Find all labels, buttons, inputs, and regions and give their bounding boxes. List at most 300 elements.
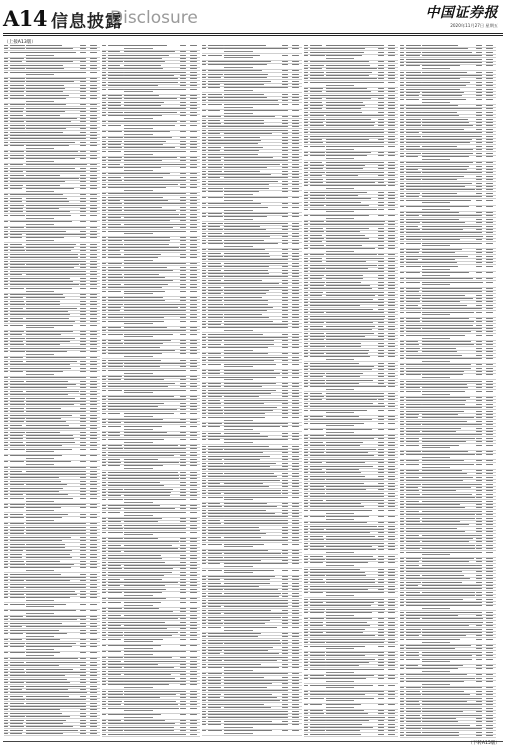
cell-text-line	[80, 438, 86, 439]
cell-text-line	[10, 672, 25, 673]
cell-text-line	[292, 373, 299, 374]
cell-text-line	[10, 151, 24, 152]
cell-text-line	[292, 171, 299, 172]
cell-text-line	[388, 215, 395, 216]
cell-text-line	[378, 288, 384, 289]
cell-text-line	[102, 734, 106, 735]
cell-text-line	[282, 497, 288, 498]
cell-text-line	[180, 340, 186, 341]
cell-text-line	[190, 105, 197, 106]
cell-text-line	[292, 259, 299, 260]
cell-text-line	[26, 104, 66, 105]
cell-text-line	[10, 308, 23, 309]
cell-text-line	[208, 583, 221, 584]
cell-text-line	[388, 445, 395, 446]
cell-text-line	[90, 311, 97, 312]
cell-text-line	[26, 205, 81, 206]
cell-text-line	[102, 224, 106, 225]
cell-text-line	[282, 664, 288, 665]
cell-text-line	[202, 213, 206, 214]
cell-text-line	[190, 419, 197, 420]
cell-text-line	[326, 302, 382, 303]
cell-text-line	[310, 95, 327, 96]
cell-text-line	[326, 662, 369, 663]
cell-text-line	[378, 685, 384, 686]
cell-text-line	[108, 432, 120, 433]
cell-text-line	[476, 266, 482, 267]
cell-text-line	[26, 679, 67, 680]
cell-text-line	[10, 158, 24, 159]
cell-text-line	[310, 622, 323, 623]
cell-text-line	[80, 494, 86, 495]
cell-text-line	[180, 734, 186, 735]
cell-text-line	[310, 393, 322, 394]
cell-text-line	[406, 122, 421, 123]
cell-text-line	[378, 396, 384, 397]
cell-text-line	[26, 357, 80, 358]
cell-text-line	[90, 178, 97, 179]
cell-text-line	[378, 589, 384, 590]
cell-text-line	[26, 658, 78, 659]
cell-text-line	[476, 183, 482, 184]
cell-text-line	[90, 709, 97, 710]
cell-text-line	[422, 338, 450, 339]
cell-text-line	[282, 459, 288, 460]
cell-text-line	[208, 344, 221, 345]
cell-text-line	[224, 439, 286, 440]
cell-text-line	[180, 82, 186, 83]
cell-text-line	[26, 639, 60, 640]
cell-text-line	[90, 733, 97, 734]
cell-text-line	[202, 506, 206, 507]
cell-text-line	[202, 317, 206, 318]
cell-text-line	[102, 678, 106, 679]
cell-text-line	[108, 661, 121, 662]
cell-text-line	[80, 257, 86, 258]
cell-text-line	[292, 400, 299, 401]
cell-text-line	[26, 411, 85, 412]
cell-text-line	[180, 495, 186, 496]
cell-text-line	[282, 480, 288, 481]
cell-text-line	[26, 520, 54, 521]
cell-text-line	[102, 727, 106, 728]
cell-text-line	[224, 377, 276, 378]
cell-text-line	[310, 205, 324, 206]
cell-text-line	[304, 235, 308, 236]
cell-text-line	[124, 108, 181, 109]
cell-text-line	[388, 108, 395, 109]
cell-text-line	[476, 328, 482, 329]
cell-text-line	[378, 363, 384, 364]
cell-text-line	[326, 238, 369, 239]
cell-text-line	[102, 343, 106, 344]
cell-text-line	[124, 85, 158, 86]
cell-text-line	[208, 653, 220, 654]
cell-text-line	[292, 593, 299, 594]
cell-text-line	[224, 259, 282, 260]
cell-text-line	[26, 331, 73, 332]
cell-text-line	[388, 506, 395, 507]
cell-text-line	[108, 548, 125, 549]
cell-text-line	[10, 646, 24, 647]
cell-text-line	[486, 272, 493, 273]
cell-text-line	[102, 639, 106, 640]
cell-text-line	[400, 278, 404, 279]
cell-text-line	[476, 249, 482, 250]
cell-text-line	[10, 348, 26, 349]
cell-text-line	[400, 229, 404, 230]
cell-text-line	[388, 78, 395, 79]
cell-text-line	[224, 344, 274, 345]
cell-text-line	[292, 310, 299, 311]
cell-text-line	[422, 245, 450, 246]
cell-text-line	[202, 606, 206, 607]
cell-text-line	[224, 449, 287, 450]
cell-text-line	[326, 336, 365, 337]
cell-text-line	[10, 142, 26, 143]
cell-text-line	[90, 108, 97, 109]
cell-text-line	[202, 537, 206, 538]
cell-text-line	[80, 550, 86, 551]
cell-text-line	[476, 146, 482, 147]
cell-text-line	[102, 558, 106, 559]
cell-text-line	[292, 673, 299, 674]
cell-text-line	[202, 717, 206, 718]
cell-text-line	[190, 82, 197, 83]
cell-text-line	[486, 262, 493, 263]
cell-text-line	[4, 132, 8, 133]
cell-text-line	[208, 243, 223, 244]
cell-text-line	[80, 517, 86, 518]
cell-text-line	[326, 685, 373, 686]
cell-text-line	[90, 364, 97, 365]
cell-text-line	[180, 203, 186, 204]
cell-text-line	[4, 679, 8, 680]
cell-text-line	[378, 449, 384, 450]
cell-text-line	[124, 605, 153, 606]
cell-text-line	[190, 432, 197, 433]
cell-text-line	[124, 528, 185, 529]
cell-text-line	[378, 52, 384, 53]
cell-text-line	[202, 653, 206, 654]
cell-text-line	[108, 462, 121, 463]
cell-text-line	[90, 577, 97, 578]
cell-text-line	[326, 231, 360, 232]
cell-text-line	[304, 353, 308, 354]
cell-text-line	[4, 455, 8, 456]
cell-text-line	[486, 89, 493, 90]
cell-text-line	[224, 566, 253, 567]
cell-text-line	[326, 612, 372, 613]
cell-text-line	[378, 510, 384, 511]
cell-text-line	[400, 239, 404, 240]
cell-text-line	[326, 466, 373, 467]
cell-text-line	[80, 418, 86, 419]
cell-text-line	[4, 557, 8, 558]
cell-text-line	[4, 425, 8, 426]
cell-text-line	[388, 526, 395, 527]
cell-text-line	[26, 178, 79, 179]
cell-text-line	[326, 58, 354, 59]
cell-text-line	[4, 471, 8, 472]
cell-text-line	[190, 701, 197, 702]
cell-text-line	[310, 175, 322, 176]
cell-text-line	[102, 568, 106, 569]
cell-text-line	[80, 477, 86, 478]
cell-text-line	[108, 499, 123, 500]
cell-text-line	[304, 466, 308, 467]
cell-text-line	[310, 245, 324, 246]
cell-text-line	[190, 310, 197, 311]
cell-text-line	[26, 132, 63, 133]
cell-text-line	[292, 55, 299, 56]
cell-text-line	[388, 275, 395, 276]
cell-text-line	[292, 680, 299, 681]
cell-text-line	[282, 683, 288, 684]
cell-text-line	[486, 239, 493, 240]
cell-text-line	[326, 609, 385, 610]
cell-text-line	[202, 243, 206, 244]
cell-text-line	[108, 177, 121, 178]
cell-text-line	[124, 370, 183, 371]
cell-text-line	[304, 625, 308, 626]
cell-text-line	[108, 307, 121, 308]
cell-text-line	[108, 284, 121, 285]
cell-text-line	[388, 639, 395, 640]
cell-text-line	[208, 213, 222, 214]
cell-text-line	[108, 674, 121, 675]
cell-text-line	[202, 87, 206, 88]
cell-text-line	[108, 528, 123, 529]
cell-text-line	[4, 297, 8, 298]
cell-text-line	[90, 138, 97, 139]
cell-text-line	[406, 139, 422, 140]
cell-text-line	[400, 115, 404, 116]
cell-text-line	[10, 341, 23, 342]
cell-text-line	[224, 499, 253, 500]
cell-text-line	[208, 617, 225, 618]
cell-text-line	[4, 81, 8, 82]
cell-text-line	[304, 704, 308, 705]
cell-text-line	[310, 299, 327, 300]
cell-text-line	[108, 538, 123, 539]
cell-text-line	[292, 94, 299, 95]
cell-text-line	[108, 478, 125, 479]
cell-text-line	[422, 219, 459, 220]
cell-text-line	[124, 730, 174, 731]
cell-text-line	[282, 523, 288, 524]
cell-text-line	[108, 366, 123, 367]
cell-text-line	[304, 231, 308, 232]
cell-text-line	[326, 646, 365, 647]
cell-text-line	[292, 697, 299, 698]
cell-text-line	[378, 572, 384, 573]
cell-text-line	[282, 714, 288, 715]
cell-text-line	[10, 723, 23, 724]
cell-text-line	[304, 529, 308, 530]
cell-text-line	[326, 713, 368, 714]
cell-text-line	[4, 703, 8, 704]
cell-text-line	[208, 516, 224, 517]
cell-text-line	[422, 301, 460, 302]
cell-text-line	[90, 547, 97, 548]
cell-text-line	[124, 545, 172, 546]
cell-text-line	[190, 657, 197, 658]
cell-text-line	[26, 111, 65, 112]
cell-text-line	[282, 510, 288, 511]
cell-text-line	[388, 152, 395, 153]
cell-text-line	[4, 95, 8, 96]
cell-text-line	[406, 262, 423, 263]
cell-text-line	[4, 484, 8, 485]
cell-text-line	[400, 266, 404, 267]
cell-text-line	[292, 623, 299, 624]
cell-text-line	[102, 65, 106, 66]
cell-text-line	[10, 371, 23, 372]
cell-text-line	[400, 256, 404, 257]
cell-text-line	[400, 48, 404, 49]
cell-text-line	[208, 364, 221, 365]
cell-text-line	[202, 100, 206, 101]
cell-text-line	[202, 680, 206, 681]
cell-text-line	[190, 548, 197, 549]
cell-text-line	[10, 616, 23, 617]
cell-text-line	[10, 231, 26, 232]
cell-text-line	[310, 612, 324, 613]
cell-text-line	[310, 635, 328, 636]
cell-text-line	[108, 108, 125, 109]
cell-text-line	[400, 272, 404, 273]
cell-text-line	[310, 543, 328, 544]
cell-text-line	[224, 473, 274, 474]
cell-text-line	[10, 234, 22, 235]
cell-text-line	[378, 254, 384, 255]
cell-text-line	[326, 271, 378, 272]
cell-text-line	[400, 252, 404, 253]
cell-text-line	[208, 110, 220, 111]
cell-text-line	[102, 287, 106, 288]
cell-text-line	[4, 178, 8, 179]
cell-text-line	[388, 710, 395, 711]
cell-text-line	[406, 146, 420, 147]
cell-text-line	[26, 128, 66, 129]
cell-text-line	[388, 503, 395, 504]
cell-text-line	[202, 393, 206, 394]
cell-text-line	[26, 304, 60, 305]
cell-text-line	[208, 510, 225, 511]
cell-text-line	[80, 61, 86, 62]
cell-text-line	[310, 599, 327, 600]
cell-text-line	[102, 78, 106, 79]
cell-text-line	[180, 667, 186, 668]
cell-text-line	[80, 301, 86, 302]
cell-text-line	[400, 139, 404, 140]
cell-text-line	[108, 671, 124, 672]
cell-text-line	[310, 265, 326, 266]
cell-text-line	[190, 403, 197, 404]
cell-text-line	[378, 215, 384, 216]
cell-text-line	[124, 648, 153, 649]
cell-text-line	[190, 598, 197, 599]
cell-text-line	[292, 690, 299, 691]
cell-text-line	[326, 552, 354, 553]
cell-text-line	[476, 215, 482, 216]
cell-text-line	[378, 403, 384, 404]
cell-text-line	[378, 336, 384, 337]
cell-text-line	[388, 559, 395, 560]
cell-text-line	[90, 348, 97, 349]
cell-text-line	[124, 608, 159, 609]
cell-text-line	[190, 383, 197, 384]
cell-text-line	[378, 529, 384, 530]
cell-text-line	[400, 59, 404, 60]
cell-text-line	[282, 433, 288, 434]
cell-text-line	[108, 645, 125, 646]
cell-text-line	[90, 662, 97, 663]
cell-text-line	[304, 102, 308, 103]
cell-text-line	[378, 579, 384, 580]
cell-text-line	[180, 147, 186, 148]
cell-text-line	[124, 502, 153, 503]
cell-text-line	[406, 308, 421, 309]
cell-text-line	[202, 164, 206, 165]
cell-text-line	[378, 438, 384, 439]
cell-text-line	[326, 202, 361, 203]
cell-text-line	[4, 48, 8, 49]
cell-text-line	[124, 353, 162, 354]
cell-text-line	[388, 423, 395, 424]
cell-text-line	[180, 214, 186, 215]
cell-text-line	[102, 667, 106, 668]
cell-text-line	[108, 572, 125, 573]
cell-text-line	[80, 567, 86, 568]
cell-text-line	[180, 518, 186, 519]
cell-text-line	[292, 364, 299, 365]
cell-text-line	[180, 105, 186, 106]
cell-text-line	[10, 517, 24, 518]
cell-text-line	[406, 206, 422, 207]
cell-text-line	[10, 205, 24, 206]
cell-text-line	[80, 547, 86, 548]
cell-text-line	[202, 673, 206, 674]
cell-text-line	[388, 82, 395, 83]
cell-text-line	[388, 646, 395, 647]
cell-text-line	[486, 305, 493, 306]
cell-text-line	[108, 167, 123, 168]
cell-text-line	[388, 91, 395, 92]
cell-text-line	[310, 536, 323, 537]
cell-text-line	[224, 410, 273, 411]
cell-text-line	[292, 613, 299, 614]
cell-text-line	[310, 575, 325, 576]
cell-text-line	[80, 507, 86, 508]
cell-text-line	[292, 553, 299, 554]
cell-text-line	[10, 408, 24, 409]
cell-text-line	[26, 218, 54, 219]
cell-text-line	[26, 281, 73, 282]
cell-text-line	[422, 262, 457, 263]
cell-text-line	[326, 734, 361, 735]
cell-text-line	[102, 141, 106, 142]
cell-text-line	[108, 608, 122, 609]
cell-text-line	[10, 250, 25, 251]
cell-text-line	[422, 99, 466, 100]
cell-text-line	[282, 697, 288, 698]
cell-text-line	[282, 133, 288, 134]
cell-text-line	[310, 241, 322, 242]
cell-text-line	[90, 438, 97, 439]
cell-text-line	[406, 222, 420, 223]
